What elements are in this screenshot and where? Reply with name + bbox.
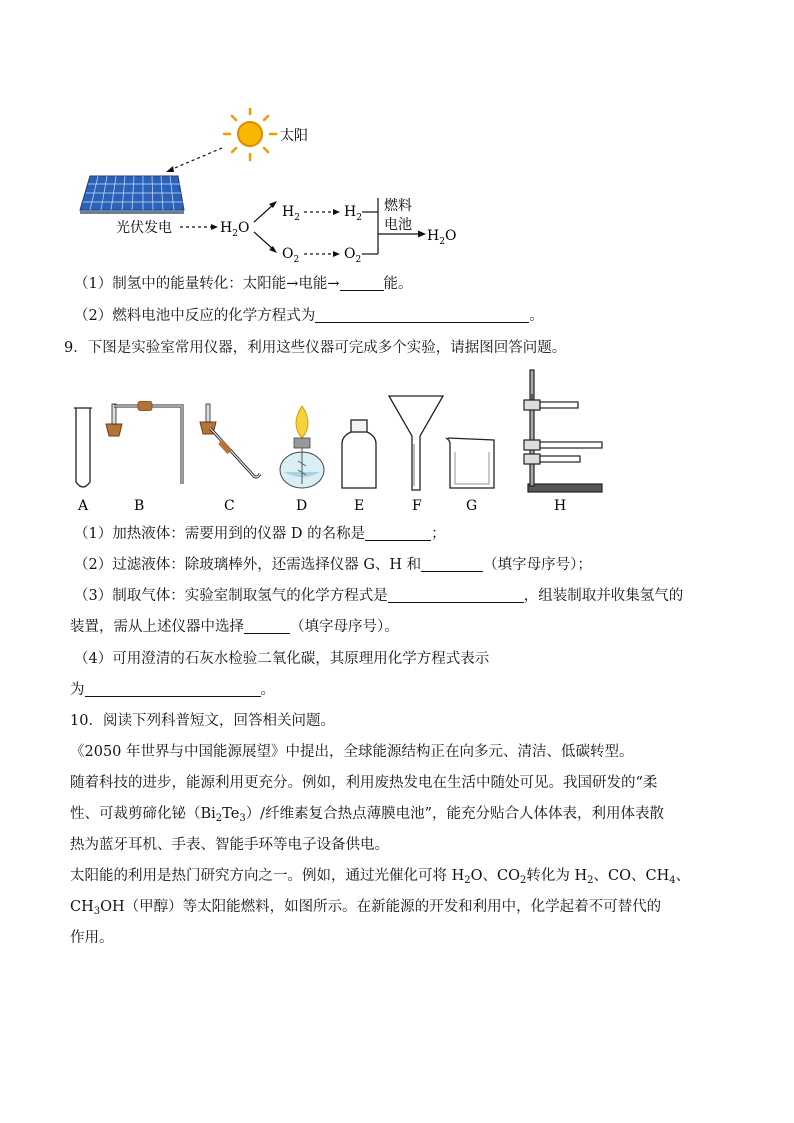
q9-part2: （2）过滤液体：除玻璃棒外，还需选择仪器 G、H 和 （填字母序号）； bbox=[74, 557, 592, 573]
answer-blank[interactable] bbox=[388, 587, 524, 603]
q8-part2: （2）燃料电池中反应的化学方程式为 。 bbox=[74, 308, 544, 324]
pv-label: 光伏发电 bbox=[116, 220, 172, 236]
answer-blank[interactable] bbox=[421, 556, 483, 572]
q10-para2-line2: 性、可裁剪碲化铋$(Bi_2Te_3)/$纤维素复合热点薄膜电池”，能充分贴合人体体表，利用体表散 bbox=[70, 806, 664, 824]
q10-para3-line1: 太阳能的利用是热门研究方向之一。例如，通过光催化可将 $H_2O$、$CO_2$转化为 $H_2$、CO、$CH_4$、 bbox=[70, 868, 691, 886]
answer-blank[interactable] bbox=[365, 525, 431, 541]
label-H: H bbox=[554, 498, 567, 514]
q9-part4-line2: 为 。 bbox=[70, 682, 275, 698]
funnel-icon bbox=[389, 396, 443, 490]
q9-part4: （4）可用澄清的石灰水检验二氧化碳，其原理用化学方程式表示 bbox=[74, 651, 490, 667]
stopper-bent-tube-icon bbox=[106, 402, 182, 485]
test-tube-icon bbox=[74, 408, 92, 487]
q9-part1: （1）加热液体：需要用到的仪器 D 的名称是 ； bbox=[74, 526, 446, 542]
label-D: D bbox=[296, 498, 308, 514]
answer-blank[interactable] bbox=[315, 307, 529, 323]
label-G: G bbox=[466, 498, 478, 514]
q10-title: 10．阅读下列科普短文，回答相关问题。 bbox=[70, 713, 335, 729]
o2-left: $O_2$ bbox=[282, 246, 300, 265]
stopper-tube-icon bbox=[200, 404, 260, 477]
label-A: A bbox=[78, 498, 89, 514]
h2-right: $H_2$ bbox=[344, 204, 362, 223]
h2-left: $H_2$ bbox=[282, 204, 300, 223]
solar-hydrogen-diagram bbox=[70, 108, 470, 268]
label-F: F bbox=[412, 498, 422, 514]
q9-title: 9．下图是实验室常用仪器，利用这些仪器可完成多个实验，请据图回答问题。 bbox=[64, 340, 567, 356]
q10-para3-line3: 作用。 bbox=[70, 930, 114, 946]
sun-icon bbox=[224, 108, 276, 160]
solar-panel-icon bbox=[80, 176, 184, 214]
q10-para2-line3: 热为蓝牙耳机、手表、智能手环等电子设备供电。 bbox=[70, 837, 389, 853]
beaker-icon bbox=[446, 438, 494, 488]
alcohol-lamp-icon bbox=[280, 406, 324, 488]
iron-stand-icon bbox=[524, 370, 602, 492]
q10-para1: 《2050 年世界与中国能源展望》中提出，全球能源结构正在向多元、清洁、低碳转型。 bbox=[70, 744, 634, 760]
answer-blank[interactable] bbox=[85, 681, 261, 697]
label-C: C bbox=[224, 498, 235, 514]
fuel-cell-label-2: 电池 bbox=[384, 217, 412, 233]
gas-jar-icon bbox=[342, 420, 376, 488]
answer-blank[interactable] bbox=[244, 618, 290, 634]
q10-para2-line1: 随着科技的进步，能源利用更充分。例如，利用废热发电在生活中随处可见。我国研发的“柔 bbox=[70, 775, 658, 791]
o2-right: $O_2$ bbox=[344, 246, 362, 265]
q8-part1: （1）制氢中的能量转化：太阳能→电能→ 能。 bbox=[74, 276, 413, 292]
label-B: B bbox=[134, 498, 145, 514]
lab-apparatus-diagram bbox=[62, 366, 622, 516]
sun-label: 太阳 bbox=[280, 128, 308, 144]
q9-part3: （3）制取气体：实验室制取氢气的化学方程式是 ，组装制取并收集氢气的 bbox=[74, 588, 684, 604]
water-product: $H_2O$ bbox=[427, 228, 457, 247]
label-E: E bbox=[354, 498, 365, 514]
water-formula: $H_2O$ bbox=[220, 220, 250, 239]
fuel-cell-label-1: 燃料 bbox=[384, 198, 412, 214]
q10-para3-line2: $CH_3OH$（甲醇）等太阳能燃料，如图所示。在新能源的开发和利用中，化学起着不可替代的 bbox=[70, 899, 662, 917]
answer-blank[interactable] bbox=[340, 275, 384, 291]
q9-part3-line2: 装置，需从上述仪器中选择 （填字母序号）。 bbox=[70, 619, 399, 635]
